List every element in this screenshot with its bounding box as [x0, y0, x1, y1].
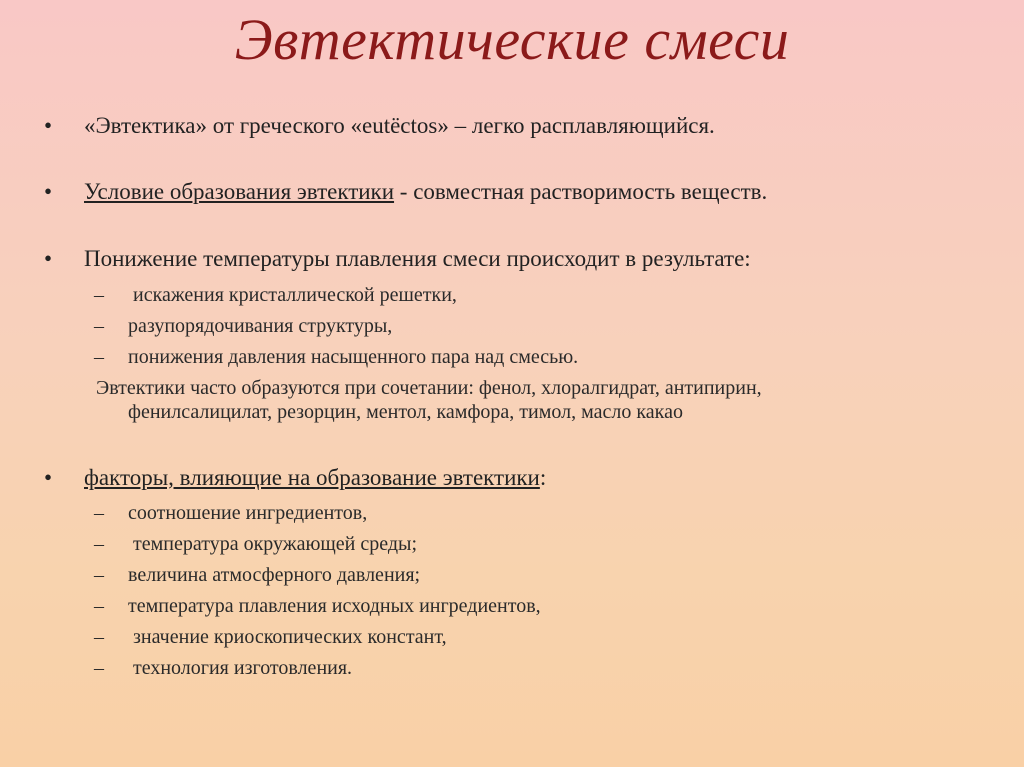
sub-item-text: искажения кристаллической решетки,: [128, 284, 457, 306]
bullet-text: :: [539, 465, 547, 490]
sub-item-text: понижения давления насыщенного пара над смесью.: [128, 346, 579, 368]
note-line: Эвтектики часто образуются при сочетании: фенол, хлоралгидрат, антипирин,: [96, 377, 762, 399]
bullet-item-etymology: [44, 113, 715, 139]
sub-item-text: температура окружающей среды;: [128, 533, 418, 555]
sub-item-text: технология изготовления.: [128, 657, 353, 679]
bullet-text: Понижение температуры плавления смеси происходит в результате:: [84, 246, 751, 271]
sub-item: [94, 284, 457, 307]
sub-item-text: значение криоскопических констант,: [128, 626, 447, 648]
bullet-icon: •: [44, 179, 53, 204]
dash-icon: –: [94, 502, 104, 524]
dash-icon: –: [94, 346, 104, 368]
sub-item-text: температура плавления исходных ингредиентов,: [128, 595, 541, 617]
bullet-item-condition: [44, 179, 767, 205]
underlined-term: Условие образования эвтектики: [84, 179, 395, 204]
sub-item: [94, 564, 420, 587]
sub-item-text: соотношение ингредиентов,: [128, 502, 368, 524]
dash-icon: –: [94, 626, 104, 648]
sub-item: [94, 315, 392, 338]
bullet-item-factors: [44, 465, 546, 491]
sub-item-text: разупорядочивания структуры,: [128, 315, 393, 337]
sub-item: [94, 533, 417, 556]
bullet-icon: •: [44, 113, 53, 138]
sub-item-text: величина атмосферного давления;: [128, 564, 421, 586]
sub-item: [94, 502, 367, 525]
bullet-item-melting-point: [44, 246, 751, 272]
sub-item: [94, 346, 578, 369]
sub-item: [94, 626, 447, 649]
sub-item: [94, 657, 352, 680]
bullet-text: - совместная растворимость веществ.: [394, 179, 768, 204]
underlined-term: факторы, влияющие на образование эвтектики: [84, 465, 540, 490]
slide-title: Эвтектические смеси: [234, 7, 790, 72]
dash-icon: –: [94, 533, 104, 555]
bullet-icon: •: [44, 465, 53, 490]
dash-icon: –: [94, 284, 104, 306]
dash-icon: –: [94, 564, 104, 586]
dash-icon: –: [94, 657, 104, 679]
dash-icon: –: [94, 595, 104, 617]
sub-item: [94, 595, 541, 618]
note-line: фенилсалицилат, резорцин, ментол, камфора, тимол, масло какао: [128, 401, 683, 423]
bullet-text: «Эвтектика» от греческого «eutёctos» – легко расплавляющийся.: [84, 113, 715, 138]
bullet-icon: •: [44, 246, 53, 271]
dash-icon: –: [94, 315, 104, 337]
